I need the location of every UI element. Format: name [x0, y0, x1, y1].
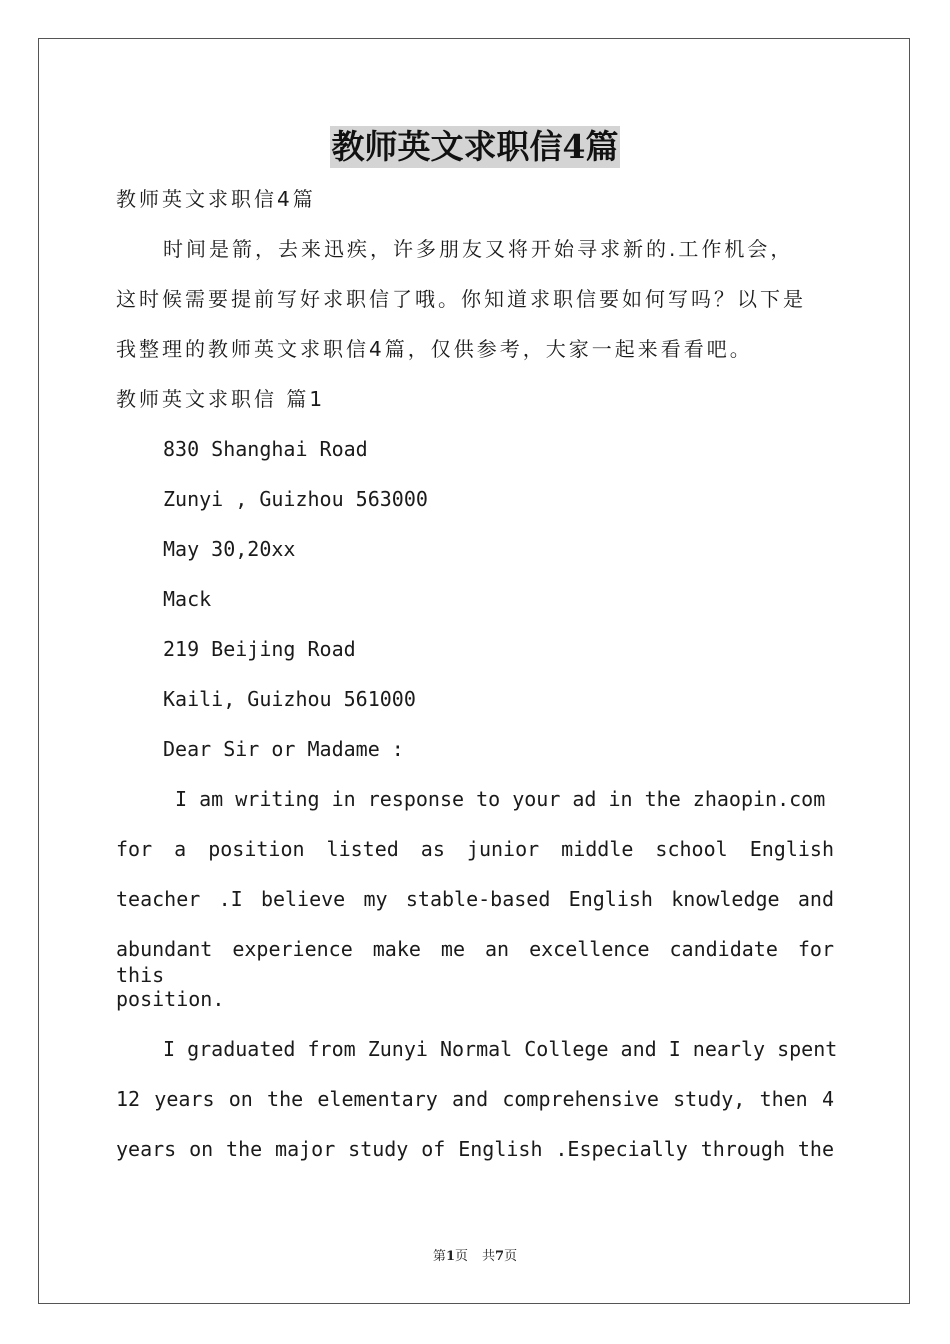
recipient-address-city: Kaili, Guizhou 561000 — [163, 687, 416, 711]
footer-page-current: 1 — [445, 1249, 455, 1264]
paragraph-1-line-2: for a position listed as junior middle school English — [116, 837, 834, 861]
paragraph-2-line-1: I graduated from Zunyi Normal College and I nearly spent — [163, 1037, 838, 1061]
intro-line-3: 我整理的教师英文求职信4篇，仅供参考，大家一起来看看吧。 — [116, 337, 753, 361]
paragraph-2-line-3: years on the major study of English .Especially through the — [116, 1137, 834, 1161]
salutation: Dear Sir or Madame : — [163, 737, 404, 761]
intro-line-2: 这时候需要提前写好求职信了哦。你知道求职信要如何写吗？以下是 — [116, 287, 806, 311]
subtitle-line: 教师英文求职信4篇 — [116, 187, 316, 211]
paragraph-1-line-5: position. — [116, 987, 225, 1011]
sender-address-street: 830 Shanghai Road — [163, 437, 368, 461]
section-heading: 教师英文求职信 篇1 — [116, 387, 326, 411]
paragraph-2-line-2: 12 years on the elementary and comprehensive study, then 4 — [116, 1087, 834, 1111]
recipient-name: Mack — [163, 587, 212, 611]
recipient-address-street: 219 Beijing Road — [163, 637, 356, 661]
intro-line-1: 时间是箭，去来迅疾，许多朋友又将开始寻求新的.工作机会， — [163, 237, 794, 261]
footer-total-prefix: 共 — [482, 1249, 496, 1264]
page-border — [38, 38, 910, 1304]
paragraph-1-line-3: teacher .I believe my stable-based English knowledge and — [116, 887, 834, 911]
footer-total-suffix: 页 — [504, 1249, 518, 1264]
footer-page-prefix: 第 — [432, 1249, 446, 1264]
paragraph-1-line-1: I am writing in response to your ad in the zhaopin.com — [163, 787, 826, 811]
document-title-wrap — [0, 126, 950, 170]
sender-address-city: Zunyi , Guizhou 563000 — [163, 487, 428, 511]
paragraph-1-line-4: abundant experience make me an excellence candidate for this — [116, 937, 834, 987]
footer-page-suffix: 页 — [454, 1249, 468, 1264]
page-footer — [0, 1248, 950, 1266]
footer-page-total: 7 — [495, 1249, 505, 1264]
document-title: 教师英文求职信4篇 — [331, 127, 619, 166]
letter-date: May 30,20xx — [163, 537, 296, 561]
